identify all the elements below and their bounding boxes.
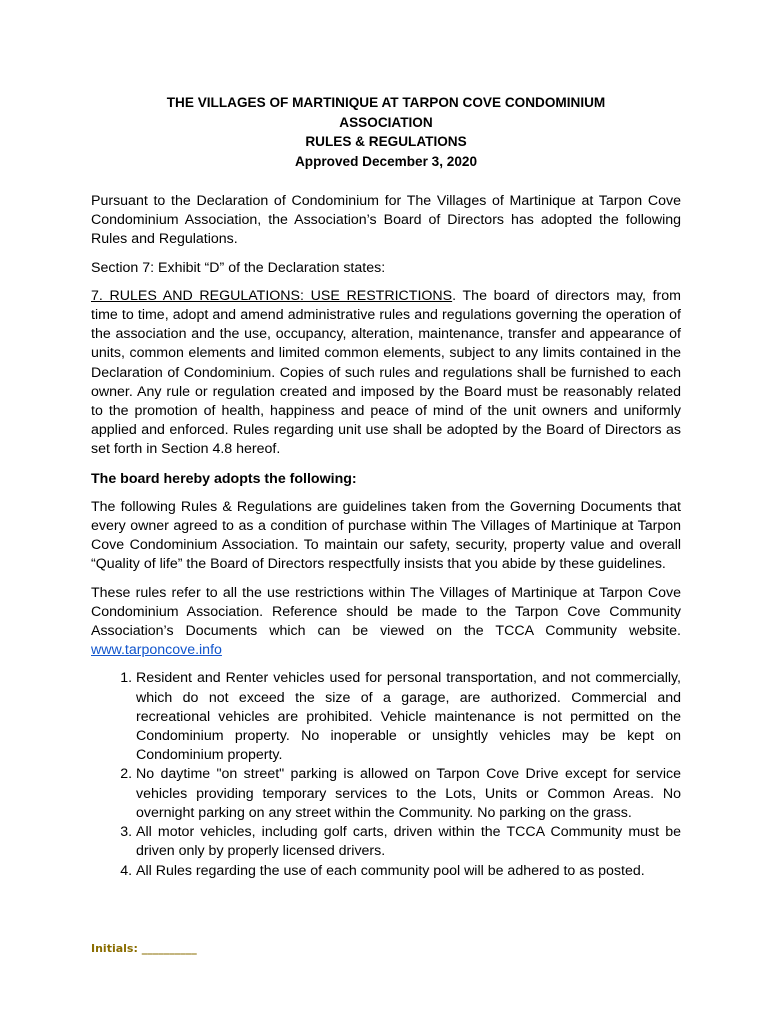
rules-list bbox=[91, 669, 681, 880]
board-heading: The board hereby adopts the following: bbox=[91, 470, 357, 487]
rule-item: 3. All motor vehicles, including golf carts, driven within the TCCA Community must be driven only by properly licensed drivers. bbox=[136, 823, 681, 861]
guidelines-paragraph: The following Rules & Regulations are guidelines taken from the Governing Documents that every owner agreed to as a condition of purchase within The Villages of Martinique at Tarpon Cove Condominium Association. To maintain our safety, security, property value and overall “Quality of life” the Board of Directors respectfully insists that you abide by these guidelines. bbox=[91, 498, 681, 573]
title-line-2: ASSOCIATION bbox=[339, 114, 433, 130]
intro-paragraph: Pursuant to the Declaration of Condominium for The Villages of Martinique at Tarpon Cove Condominium Association, the Association’s Board of Directors has adopted the following Rules and Regulations. bbox=[91, 193, 681, 248]
document-page bbox=[91, 93, 681, 881]
tarponcove-link[interactable]: www.tarponcove.info bbox=[91, 642, 222, 659]
initials-field: Initials: __________ bbox=[91, 942, 197, 955]
rules-text: . The board of directors may, from time to time, adopt and amend administrative rules and regulations governing the operation of the association and the use, occupancy, alteration, maintenance, transfer and appearance of units, common elements and limited common elements, subject to any limits contained in the Declaration of Condominium. Copies of such rules and regulations shall be furnished to each owner. Any rule or regulation created and imposed by the Board must be reasonably related to the promotion of health, happiness and peace of mind of the unit owners and uniformly applied and enforced. Rules regarding unit use shall be adopted by the Board of Directors as set forth in Section 4.8 hereof. bbox=[91, 287, 681, 458]
reference-paragraph bbox=[91, 584, 681, 661]
rules-heading: 7. RULES AND REGULATIONS: USE RESTRICTIONS bbox=[91, 287, 453, 304]
title-line-1: THE VILLAGES OF MARTINIQUE AT TARPON COVE CONDOMINIUM bbox=[166, 95, 606, 110]
rule-item: 1. Resident and Renter vehicles used for personal transportation, and not commercially, which do not exceed the size of a garage, are authorized. Commercial and recreational vehicles are prohibited. Vehicle maintenance is not permitted on the Condominium property. No inoperable or unsightly vehicles may be kept on Condominium property. bbox=[136, 669, 681, 765]
title-line-4: Approved December 3, 2020 bbox=[294, 153, 478, 169]
rule-item: 2. No daytime "on street" parking is allowed on Tarpon Cove Drive except for service vehicles providing temporary services to the Lots, Units or Common Areas. No overnight parking on any street within the Community. No parking on the grass. bbox=[136, 765, 681, 823]
reference-text: These rules refer to all the use restrictions within The Villages of Martinique at Tarpon Cove Condominium Association. Reference should be made to the Tarpon Cove Community Association’s Documents which can be viewed on the TCCA Community website. bbox=[91, 584, 681, 640]
rule-item: 4. All Rules regarding the use of each community pool will be adhered to as posted. bbox=[136, 862, 681, 881]
section-reference: Section 7: Exhibit “D” of the Declaration states: bbox=[91, 259, 386, 276]
title-line-3: RULES & REGULATIONS bbox=[305, 134, 467, 149]
document-title bbox=[91, 93, 681, 171]
rules-paragraph bbox=[91, 287, 681, 460]
